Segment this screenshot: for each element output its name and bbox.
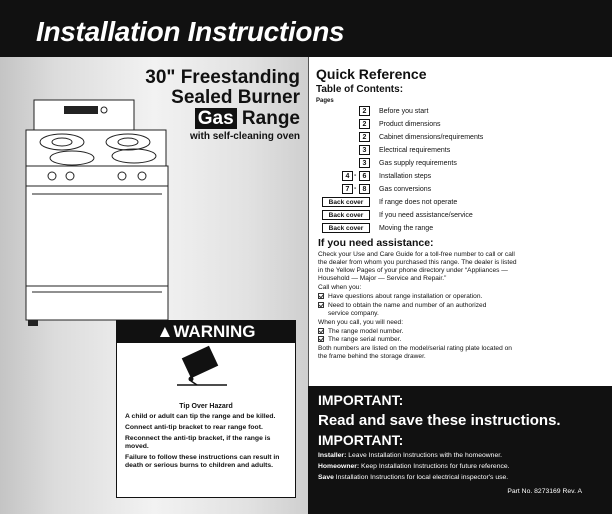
save-label: Save [318, 474, 334, 481]
both-numbers-2: the frame behind the storage drawer. [318, 353, 426, 360]
toc-label-10[interactable]: Moving the range [379, 225, 434, 232]
warning-title: WARNING [173, 322, 256, 341]
toc-label-8[interactable]: If range does not operate [379, 199, 458, 206]
quick-reference-title: Quick Reference [316, 66, 427, 82]
warning-line-3: Reconnect the anti-tip bracket, if the range is moved. [125, 435, 271, 450]
warning-line-4: Failure to follow these instructions can result in death or serious burns to children and adults. [125, 454, 280, 469]
save-note [318, 474, 508, 481]
save-text: Installation Instructions for local electrical inspector's use. [333, 474, 509, 481]
installer-text: Leave Installation Instructions with the homeowner. [346, 452, 503, 459]
when-call-label: When you call, you will need: [318, 319, 404, 326]
check-item-4-text: The range serial number. [328, 336, 402, 343]
page-title: Installation Instructions [36, 16, 345, 47]
warning-subtitle: Tip Over Hazard [179, 403, 233, 410]
checkbox-icon [318, 328, 324, 334]
product-line-1: 30" Freestanding [145, 67, 300, 88]
toc-page-2[interactable]: 2 [359, 119, 370, 129]
toc-page-7b[interactable]: 8 [359, 184, 370, 194]
assistance-text-3: in the Yellow Pages of your phone directory under “Appliances — [318, 267, 508, 274]
warning-line-2: Connect anti-tip bracket to rear range foot. [125, 424, 263, 431]
toc-dash-7: - [354, 185, 357, 192]
range-word: Range [236, 108, 300, 129]
part-number: Part No. 8273169 Rev. A [507, 488, 582, 495]
toc-label-4[interactable]: Electrical requirements [379, 147, 451, 154]
toc-page-1[interactable]: 2 [359, 106, 370, 116]
installer-label: Installer: [318, 452, 347, 459]
tip-over-hazard-icon [117, 343, 297, 395]
check-item-4 [318, 336, 604, 344]
range-illustration-icon [22, 92, 172, 328]
warning-line-1: A child or adult can tip the range and be killed. [125, 413, 276, 420]
installer-note [318, 452, 502, 459]
homeowner-note [318, 463, 510, 470]
checkbox-icon [318, 336, 324, 342]
toc-page-7a[interactable]: 7 [342, 184, 353, 194]
warning-triangle-icon: ▲ [156, 322, 174, 341]
product-subtitle: with self-cleaning oven [189, 131, 300, 142]
important-heading-3: IMPORTANT: [318, 432, 404, 448]
toc-label-5[interactable]: Gas supply requirements [379, 160, 457, 167]
toc-page-3[interactable]: 2 [359, 132, 370, 142]
toc-label-6[interactable]: Installation steps [379, 173, 432, 180]
header-bar [0, 0, 612, 57]
toc-title: Table of Contents: [316, 84, 404, 95]
assistance-text-1: Check your Use and Care Guide for a toll-free number to call or call [318, 251, 515, 258]
check-item-2-cont: service company. [328, 310, 379, 317]
toc-label-1[interactable]: Before you start [379, 108, 429, 115]
product-line-2: Sealed Burner [171, 87, 300, 108]
toc-label-3[interactable]: Cabinet dimensions/requirements [379, 134, 484, 141]
toc-label-9[interactable]: If you need assistance/service [379, 212, 473, 219]
warning-header [117, 321, 295, 343]
pages-label: Pages [316, 98, 334, 104]
check-item-2-text: Need to obtain the name and number of an authorized [328, 302, 487, 309]
toc-page-8[interactable]: Back cover [322, 197, 370, 207]
check-item-3-text: The range model number. [328, 328, 404, 335]
homeowner-label: Homeowner: [318, 463, 360, 470]
toc-label-7[interactable]: Gas conversions [379, 186, 432, 193]
check-item-2 [318, 302, 604, 310]
gas-highlight: Gas [195, 108, 237, 129]
toc-page-9[interactable]: Back cover [322, 210, 370, 220]
check-item-1-text: Have questions about range installation or operation. [328, 293, 483, 300]
important-heading-2: Read and save these instructions. [318, 412, 561, 429]
checkbox-icon [318, 302, 324, 308]
assistance-title: If you need assistance: [318, 237, 434, 249]
call-when-label: Call when you: [318, 284, 362, 291]
warning-box [116, 320, 296, 498]
important-heading-1: IMPORTANT: [318, 392, 404, 408]
toc-page-4[interactable]: 3 [359, 145, 370, 155]
both-numbers-1: Both numbers are listed on the model/serial rating plate located on [318, 345, 512, 352]
check-item-1 [318, 293, 604, 301]
toc-page-6a[interactable]: 4 [342, 171, 353, 181]
checkbox-icon [318, 293, 324, 299]
toc-page-6b[interactable]: 6 [359, 171, 370, 181]
assistance-text-2: the dealer from whom you purchased this range. The dealer is listed [318, 259, 517, 266]
assistance-text-4: Household — Major — Service and Repair.” [318, 275, 447, 282]
toc-page-5[interactable]: 3 [359, 158, 370, 168]
toc-page-10[interactable]: Back cover [322, 223, 370, 233]
homeowner-text: Keep Installation Instructions for future reference. [359, 463, 510, 470]
toc-dash-6: - [354, 172, 357, 179]
toc-label-2[interactable]: Product dimensions [379, 121, 441, 128]
check-item-3 [318, 328, 604, 336]
